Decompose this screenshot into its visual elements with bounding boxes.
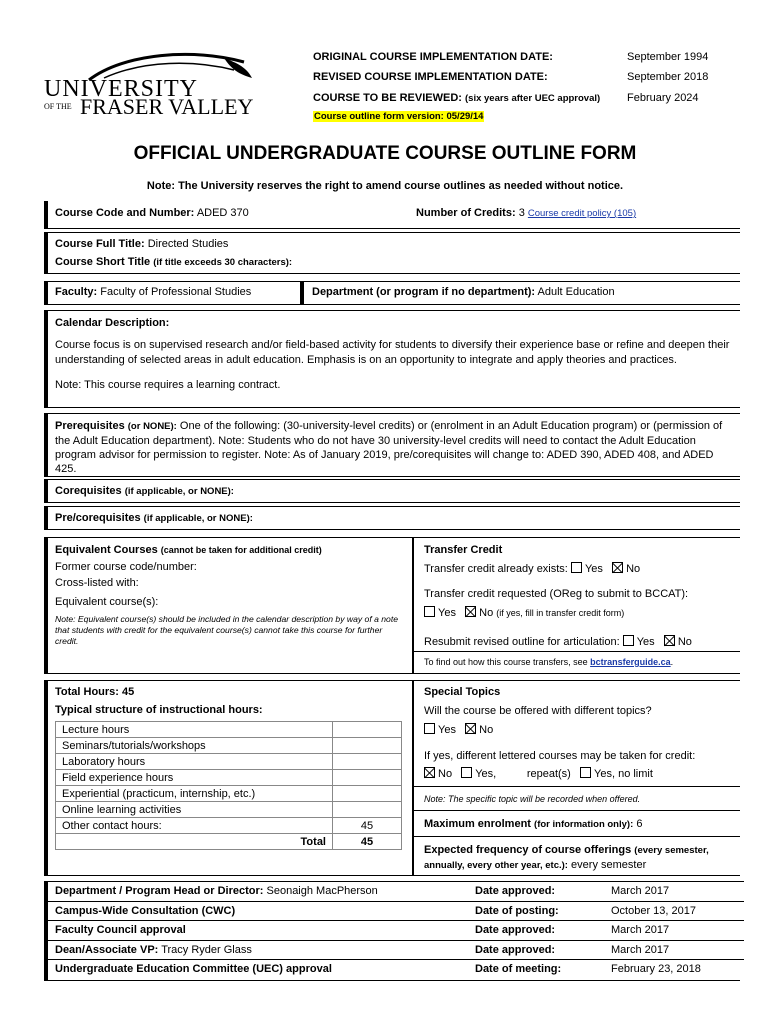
equivalent-label-note: (cannot be taken for additional credit): [160, 545, 322, 555]
hours-row-label: Laboratory hours: [56, 754, 333, 770]
short-title-note: (if title exceeds 30 characters):: [153, 257, 293, 268]
hours-row: [56, 770, 402, 786]
special-yesno: [424, 723, 493, 736]
full-title-value: Directed Studies: [147, 238, 229, 250]
frequency-value: every semester: [571, 859, 647, 871]
special-question: Will the course be offered with different topics?: [424, 705, 652, 717]
hours-row-value: 45: [333, 818, 402, 834]
max-enrolment: [424, 818, 642, 830]
hours-row: [56, 738, 402, 754]
full-title-label: Course Full Title:: [55, 238, 145, 250]
precoreq-note: (if applicable, or NONE):: [143, 513, 253, 524]
special-divider-3: [413, 836, 740, 837]
resubmit-label: Resubmit revised outline for articulation:: [424, 636, 620, 648]
hours-row-label: Lecture hours: [56, 722, 333, 738]
special-label: Special Topics: [424, 686, 501, 698]
approval-label: Campus-Wide Consultation (CWC): [55, 904, 236, 917]
opt-no-limit-label: Yes, no limit: [594, 768, 653, 780]
approval-date-label: Date approved:: [475, 943, 556, 956]
frequency-note: (every semester, annually, every other year, etc.):: [424, 845, 709, 871]
calendar-text: Course focus is on supervised research and/or field-based activity for students to diversify their experience base or refine and deepen their understanding of selected areas in adult education. Emphasis is on an opportunity to integrate and apply theories and practices.: [55, 339, 730, 366]
structure-label: Typical structure of instructional hours:: [55, 704, 263, 716]
short-title-label: Course Short Title: [55, 256, 151, 268]
transfer-requested-no-checkbox[interactable]: [465, 606, 476, 617]
hours-row-label: Experiential (practicum, internship, etc.): [56, 786, 333, 802]
no-label: No: [677, 636, 692, 648]
approval-label: Dean/Associate VP:: [55, 943, 159, 956]
page-title: OFFICIAL UNDERGRADUATE COURSE OUTLINE FORM: [133, 143, 637, 164]
review-label: COURSE TO BE REVIEWED:: [313, 92, 462, 104]
hours-row-value: [333, 754, 402, 770]
calendar-label: Calendar Description:: [55, 317, 170, 329]
equivalent-heading: [55, 544, 322, 556]
hours-row: [56, 722, 402, 738]
approval-value: Seonaigh MacPherson: [266, 885, 378, 897]
frequency: [424, 843, 734, 873]
approval-date: March 2017: [611, 924, 670, 936]
hours-row-label: Online learning activities: [56, 802, 333, 818]
frequency-label: Expected frequency of course offerings: [424, 844, 632, 856]
logo-university: UNIVERSITY: [44, 76, 198, 102]
transfer-label: Transfer Credit: [424, 544, 503, 556]
resubmit-row: [424, 635, 692, 648]
approval-date-label: Date approved:: [475, 924, 556, 936]
hours-row-value: [333, 722, 402, 738]
hours-row-label: Field experience hours: [56, 770, 333, 786]
no-label: No: [479, 607, 494, 619]
yes-label: Yes: [438, 607, 456, 619]
opt-repeats-label: repeat(s): [526, 768, 571, 780]
hours-total-row: [56, 834, 402, 850]
lettered-options: [424, 767, 653, 780]
special-yes-checkbox[interactable]: [424, 723, 435, 734]
ufv-logo: [44, 48, 254, 118]
lettered-courses: If yes, different lettered courses may be taken for credit:: [424, 750, 696, 762]
revised-impl-label: REVISED COURSE IMPLEMENTATION DATE:: [313, 71, 548, 83]
faculty-value: Faculty of Professional Studies: [100, 286, 252, 298]
transfer-divider: [413, 651, 740, 652]
credits: [416, 207, 636, 219]
revised-impl-value: September 2018: [627, 71, 709, 83]
approval-label: Department / Program Head or Director:: [55, 885, 264, 897]
department: [312, 286, 615, 298]
approval-label: Faculty Council approval: [55, 924, 186, 936]
opt-yes-label: Yes,: [475, 768, 497, 780]
amend-note: Note: The University reserves the right to amend course outlines as needed without notice.: [146, 180, 624, 192]
hours-row-label: Other contact hours:: [56, 818, 333, 834]
credit-policy-link[interactable]: Course credit policy (105): [527, 208, 637, 219]
transfer-requested-row: [424, 606, 624, 619]
resubmit-yes-checkbox[interactable]: [623, 635, 634, 646]
no-label: No: [626, 563, 641, 575]
prereq-text: One of the following: (30-university-level credits) or (enrolment in an Adult Education program) or (permission of the Adult Education department). Note: Students who do not have 30 university-level credits will need to contact the Adult Education program advisor for permission to register. Note: As of January 2019, pre/corequisites will change to: ADED 390, ADED 408, and ADED 425.: [55, 420, 723, 475]
precoreq-label: Pre/corequisites: [55, 512, 141, 524]
precoreq: [55, 512, 253, 524]
transfer-exists-label: Transfer credit already exists:: [424, 563, 568, 575]
full-title: [55, 238, 228, 250]
hours-row: [56, 786, 402, 802]
credits-label: Number of Credits:: [416, 207, 516, 219]
hours-total-value: 45: [333, 834, 402, 850]
max-enrolment-label: Maximum enrolment: [424, 818, 531, 830]
hours-row: [56, 818, 402, 834]
hours-row-value: [333, 770, 402, 786]
calendar-note: Note: This course requires a learning contract.: [55, 379, 281, 391]
transfer-exists-no-checkbox[interactable]: [612, 562, 623, 573]
prereq-label: Prerequisites: [55, 420, 125, 432]
review-note: (six years after UEC approval): [465, 93, 601, 104]
hours-row-label: Seminars/tutorials/workshops: [56, 738, 333, 754]
equivalent-courses: Equivalent course(s):: [55, 596, 159, 608]
hours-table: [55, 721, 402, 850]
faculty-label: Faculty:: [55, 286, 98, 298]
transfer-exists-row: [424, 562, 640, 575]
transfer-guide: To find out how this course transfers, see bctransferguide.ca.: [424, 657, 674, 667]
department-label: Department (or program if no department):: [312, 286, 536, 298]
approval-value: Tracy Ryder Glass: [161, 943, 252, 956]
review-value: February 2024: [627, 92, 699, 104]
approval-date: October 13, 2017: [611, 904, 697, 917]
prereq: [55, 419, 735, 476]
hours-row-value: [333, 786, 402, 802]
max-enrolment-note: (for information only):: [534, 819, 634, 830]
approval-date: March 2017: [611, 943, 670, 956]
coreq-note: (if applicable, or NONE):: [124, 486, 234, 497]
approval-date: February 23, 2018: [611, 963, 701, 975]
approvals-bottom-rule: [44, 980, 740, 981]
approval-row: [55, 924, 186, 936]
orig-impl-label: ORIGINAL COURSE IMPLEMENTATION DATE:: [313, 51, 553, 63]
cross-listed: Cross-listed with:: [55, 577, 139, 589]
approval-row: [55, 963, 332, 975]
yes-label: Yes: [584, 563, 603, 575]
approval-date-label: Date of meeting:: [475, 963, 562, 975]
hours-total-label: Total: [56, 834, 333, 850]
prereq-label-note: (or NONE):: [127, 421, 177, 432]
hours-row-value: [333, 738, 402, 754]
course-code-label: Course Code and Number:: [55, 207, 195, 219]
hours-row: [56, 802, 402, 818]
approval-date: March 2017: [611, 885, 670, 897]
yes-label: Yes: [438, 724, 456, 736]
approval-date-label: Date of posting:: [475, 904, 559, 917]
special-divider-2: [413, 810, 740, 811]
transfer-exists-yes-checkbox[interactable]: [571, 562, 582, 573]
max-enrolment-value: 6: [636, 818, 643, 830]
bctransferguide-link[interactable]: bctransferguide.ca: [590, 657, 671, 667]
coreq-label: Corequisites: [55, 485, 122, 497]
transfer-requested-yes-checkbox[interactable]: [424, 606, 435, 617]
lettered-no-checkbox[interactable]: [424, 767, 435, 778]
total-hours: [55, 686, 134, 698]
credits-value: 3: [518, 207, 525, 219]
hours-row-value: [333, 802, 402, 818]
coreq: [55, 485, 234, 497]
no-label: No: [479, 724, 494, 736]
yes-label: Yes: [636, 636, 655, 648]
resubmit-no-checkbox[interactable]: [664, 635, 675, 646]
lettered-yes-checkbox[interactable]: [461, 767, 472, 778]
approval-date-label: Date approved:: [475, 885, 556, 897]
review-row: [313, 92, 600, 104]
transfer-requested-note: (if yes, fill in transfer credit form): [496, 608, 625, 618]
former-code: Former course code/number:: [55, 561, 197, 573]
approval-row: [55, 885, 378, 897]
special-divider-1: [413, 786, 740, 787]
total-hours-label: Total Hours:: [55, 686, 119, 698]
form-version: Course outline form version: 05/29/14: [314, 111, 484, 122]
equivalent-note: Note: Equivalent course(s) should be included in the calendar description by way of a note that students with credit for the equivalent course(s) cannot take this course for further credit.: [55, 614, 398, 646]
opt-no-label: No: [438, 768, 453, 780]
transfer-guide-text: To find out how this course transfers, see: [424, 657, 588, 667]
special-note: Note: The specific topic will be recorded when offered.: [424, 794, 641, 804]
lettered-no-limit-checkbox[interactable]: [580, 767, 591, 778]
approval-row: [55, 944, 252, 956]
orig-impl-value: September 1994: [627, 51, 709, 63]
approval-label: Undergraduate Education Committee (UEC) approval: [55, 963, 332, 975]
hours-row: [56, 754, 402, 770]
short-title: [55, 256, 292, 268]
total-hours-value: 45: [122, 686, 135, 698]
logo-fraser-valley: FRASER VALLEY: [80, 94, 254, 119]
logo-of-the: OF THE: [44, 102, 72, 111]
department-value: Adult Education: [537, 286, 615, 298]
approval-row: [55, 905, 235, 917]
course-code-value: ADED 370: [196, 207, 249, 219]
equivalent-label: Equivalent Courses: [55, 544, 158, 556]
transfer-requested-label: Transfer credit requested (OReg to submit to BCCAT):: [424, 588, 689, 600]
special-no-checkbox[interactable]: [465, 723, 476, 734]
course-code: [55, 207, 249, 219]
faculty: [55, 286, 251, 298]
